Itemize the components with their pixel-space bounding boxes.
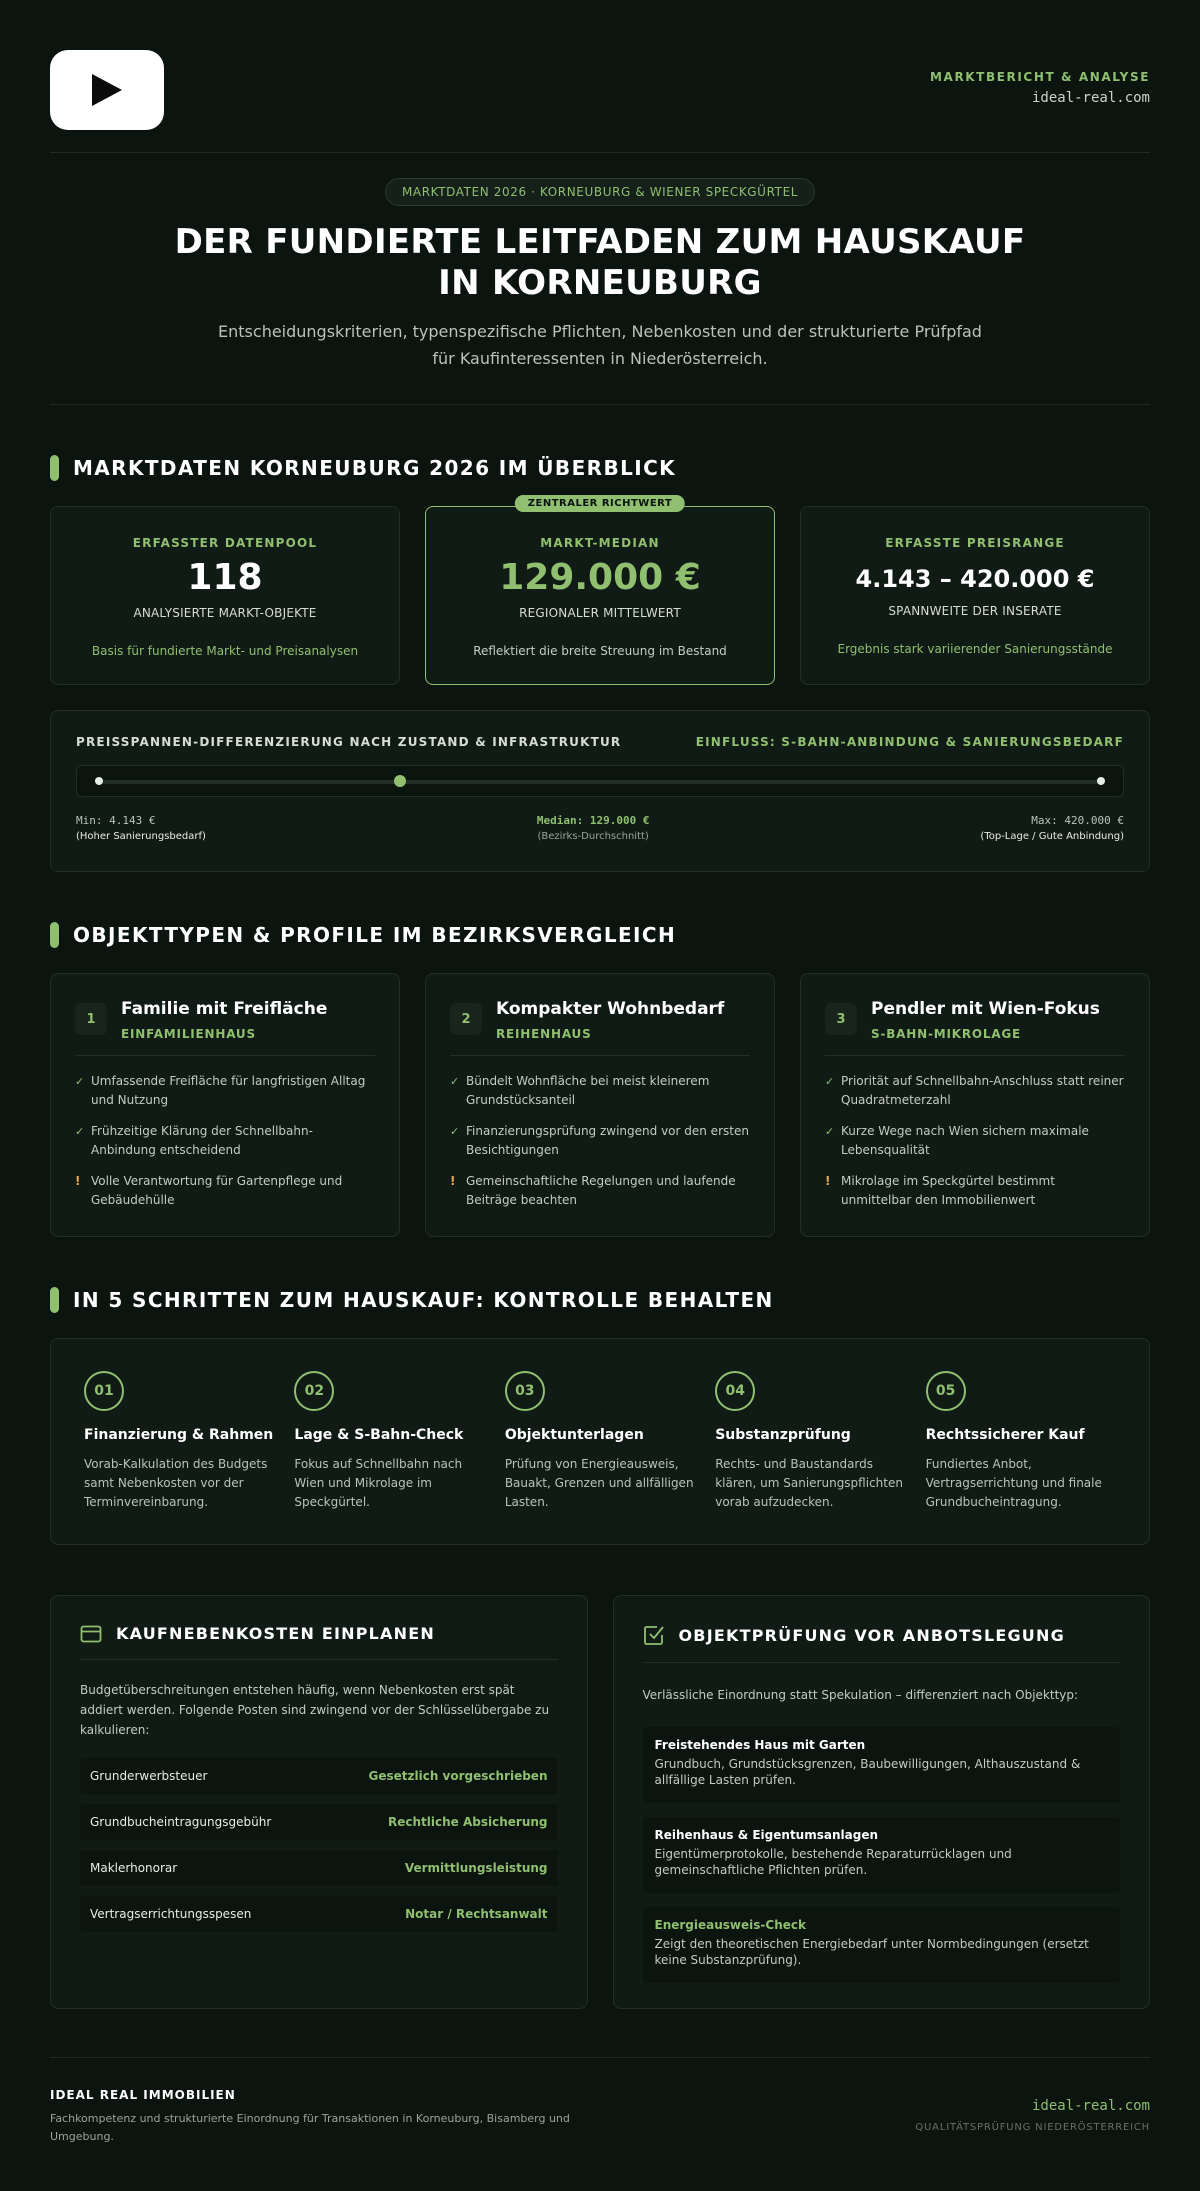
type-point-text: Umfassende Freifläche für langfristigen Alltag und Nutzung — [91, 1074, 366, 1107]
stat-card-median — [425, 498, 775, 685]
type-point-text: Priorität auf Schnellbahn-Anschluss statt reiner Quadratmeterzahl — [841, 1074, 1124, 1107]
cost-name: Grunderwerbsteuer — [90, 1769, 208, 1783]
warning-icon: ! — [75, 1174, 81, 1188]
page-title-line-1: DER FUNDIERTE LEITFADEN ZUM HAUSKAUF — [174, 222, 1026, 262]
cost-tag: Vermittlungsleistung — [404, 1861, 548, 1875]
check-list — [643, 1727, 1121, 1983]
header-site-link[interactable]: ideal-real.com — [1031, 90, 1150, 106]
range-min-note: (Hoher Sanierungsbedarf) — [76, 831, 206, 842]
range-title: PREISSPANNEN-DIFFERENZIERUNG NACH ZUSTAND & INFRASTRUKTUR — [76, 735, 622, 749]
checks-text: Verlässliche Einordnung statt Spekulation – differenziert nach Objekttyp: — [642, 1688, 1079, 1702]
type-point — [75, 1122, 375, 1160]
warning-icon: ! — [825, 1174, 831, 1188]
type-point-text: Finanzierungsprüfung zwingend vor den ersten Besichtigungen — [466, 1124, 749, 1157]
type-point — [825, 1122, 1125, 1160]
steps-section-title — [50, 1287, 1150, 1313]
step-item — [294, 1371, 484, 1544]
stat-sub: ANALYSIERTE MARKT-OBJEKTE — [133, 606, 317, 620]
type-point — [450, 1172, 750, 1210]
check-icon: ✓ — [75, 1075, 85, 1088]
footer — [50, 2057, 1150, 2146]
info-panels — [50, 1595, 1150, 2009]
market-title-text: MARKTDATEN KORNEUBURG 2026 IM ÜBERBLICK — [73, 456, 677, 480]
stat-sub: SPANNWEITE DER INSERATE — [888, 604, 1062, 618]
check-title: Freistehendes Haus mit Garten — [654, 1738, 866, 1752]
check-icon: ✓ — [450, 1075, 460, 1088]
step-text: Rechts- und Baustandards klären, um Sanierungspflichten vorab aufzudecken. — [715, 1457, 903, 1509]
cost-row — [80, 1758, 558, 1794]
step-text: Fundiertes Anbot, Vertragserrichtung und finale Grundbucheintragung. — [925, 1457, 1102, 1509]
step-item — [926, 1371, 1116, 1544]
step-text: Vorab-Kalkulation des Budgets samt Nebenkosten vor der Terminvereinbarung. — [84, 1457, 268, 1509]
step-title: Lage & S-Bahn-Check — [294, 1427, 464, 1443]
stat-note: Ergebnis stark variierender Sanierungsstände — [837, 642, 1113, 656]
checkbox-icon — [643, 1624, 665, 1646]
stat-value: 118 — [187, 557, 263, 598]
header — [50, 0, 1150, 153]
cost-tag: Notar / Rechtsanwalt — [405, 1907, 548, 1921]
section-accent-bar — [50, 922, 59, 948]
range-line — [99, 780, 1101, 784]
range-max-label: Max: 420.000 € — [1031, 814, 1124, 827]
cost-tag: Rechtliche Absicherung — [388, 1815, 548, 1829]
step-item — [715, 1371, 905, 1544]
type-number: 1 — [75, 1003, 107, 1035]
check-icon: ✓ — [825, 1125, 835, 1138]
check-item — [643, 1907, 1121, 1983]
check-title: Reihenhaus & Eigentumsanlagen — [654, 1828, 878, 1842]
type-card-header — [825, 999, 1125, 1056]
costs-title: KAUFNEBENKOSTEN EINPLANEN — [116, 1624, 435, 1643]
hero-subtitle — [50, 318, 1150, 372]
stat-label: ERFASSTER DATENPOOL — [132, 536, 318, 550]
stat-note: Basis für fundierte Markt- und Preisanalysen — [91, 644, 359, 658]
type-subtitle: REIHENHAUS — [496, 1027, 592, 1041]
type-point-text: Kurze Wege nach Wien sichern maximale Lebensqualität — [841, 1124, 1089, 1157]
stat-card-price-range — [800, 506, 1150, 685]
type-card — [50, 973, 400, 1237]
market-section-title — [50, 455, 1150, 481]
type-point-text: Volle Verantwortung für Gartenpflege und Gebäudehülle — [91, 1174, 343, 1207]
type-point — [825, 1072, 1125, 1110]
check-item — [643, 1817, 1121, 1893]
costs-panel — [50, 1595, 588, 2009]
footer-description: Fachkompetenz und strukturierte Einordnung für Transaktionen in Korneuburg, Bisamberg und Umgebung. — [50, 2112, 570, 2143]
types-section — [50, 922, 1150, 1237]
step-text: Fokus auf Schnellbahn nach Wien und Mikrolage im Speckgürtel. — [294, 1457, 463, 1509]
step-number: 05 — [926, 1371, 966, 1411]
type-title: Kompakter Wohnbedarf — [496, 999, 725, 1019]
type-point-text: Mikrolage im Speckgürtel bestimmt unmittelbar den Immobilienwert — [841, 1174, 1055, 1207]
check-icon: ✓ — [450, 1125, 460, 1138]
type-point — [450, 1122, 750, 1160]
type-point-text: Bündelt Wohnfläche bei meist kleinerem Grundstücksanteil — [466, 1074, 710, 1107]
step-item — [505, 1371, 695, 1544]
check-title: Energieausweis-Check — [654, 1918, 806, 1932]
steps-title-text: IN 5 SCHRITTEN ZUM HAUSKAUF: KONTROLLE BEHALTEN — [73, 1288, 774, 1312]
type-number: 2 — [450, 1003, 482, 1035]
stat-note: Reflektiert die breite Streuung im Bestand — [473, 644, 727, 658]
type-number: 3 — [825, 1003, 857, 1035]
stat-label: MARKT-MEDIAN — [540, 536, 660, 550]
types-row — [50, 973, 1150, 1237]
page-title-line-2: IN KORNEUBURG — [438, 263, 762, 303]
warning-icon: ! — [450, 1174, 456, 1188]
step-number: 02 — [294, 1371, 334, 1411]
range-max-note: (Top-Lage / Gute Anbindung) — [980, 831, 1124, 842]
steps-section — [50, 1287, 1150, 1545]
range-median-marker — [394, 775, 406, 787]
cost-name: Grundbucheintragungsgebühr — [90, 1815, 272, 1829]
check-text: Grundbuch, Grundstücksgrenzen, Baubewilligungen, Althauszustand & allfällige Lasten prüfen. — [654, 1757, 1081, 1787]
price-range-card — [50, 710, 1150, 872]
hero-subtitle-line-2: für Kaufinteressenten in Niederösterreich. — [432, 349, 768, 368]
step-text: Prüfung von Energieausweis, Bauakt, Grenzen und allfälligen Lasten. — [504, 1457, 694, 1509]
footer-site-link[interactable]: ideal-real.com — [1031, 2098, 1150, 2114]
stat-card-datapool — [50, 506, 400, 685]
stat-badge: ZENTRALER RICHTWERT — [515, 495, 685, 512]
cost-list — [80, 1758, 558, 1932]
type-card — [425, 973, 775, 1237]
step-number: 01 — [84, 1371, 124, 1411]
range-min-marker — [95, 777, 103, 785]
wallet-icon — [80, 1625, 102, 1643]
type-subtitle: S-BAHN-MIKROLAGE — [871, 1027, 1022, 1041]
check-icon: ✓ — [75, 1125, 85, 1138]
footer-brand: IDEAL REAL IMMOBILIEN — [50, 2088, 236, 2102]
cost-name: Vertragserrichtungsspesen — [90, 1907, 252, 1921]
step-number: 03 — [505, 1371, 545, 1411]
market-section — [50, 455, 1150, 872]
hero — [50, 153, 1150, 405]
section-accent-bar — [50, 1287, 59, 1313]
cost-tag: Gesetzlich vorgeschrieben — [368, 1769, 548, 1783]
type-point-text: Frühzeitige Klärung der Schnellbahn-Anbindung entscheidend — [91, 1124, 313, 1157]
types-title-text: OBJEKTTYPEN & PROFILE IM BEZIRKSVERGLEICH — [73, 923, 677, 947]
step-title: Finanzierung & Rahmen — [84, 1427, 274, 1443]
type-card-header — [75, 999, 375, 1056]
type-point-text: Gemeinschaftliche Regelungen und laufende Beiträge beachten — [466, 1174, 736, 1207]
type-point — [825, 1172, 1125, 1210]
header-kicker: MARKTBERICHT & ANALYSE — [930, 70, 1150, 84]
cost-row — [80, 1850, 558, 1886]
section-accent-bar — [50, 455, 59, 481]
range-median-note: (Bezirks-Durchschnitt) — [537, 831, 649, 842]
stat-value: 4.143 – 420.000 € — [855, 565, 1095, 593]
type-title: Pendler mit Wien-Fokus — [871, 999, 1100, 1019]
check-item — [643, 1727, 1121, 1803]
range-influence: EINFLUSS: S-BAHN-ANBINDUNG & SANIERUNGSBEDARF — [695, 735, 1124, 749]
step-item — [84, 1371, 274, 1544]
check-icon: ✓ — [825, 1075, 835, 1088]
range-min-label: Min: 4.143 € — [76, 814, 156, 827]
type-point — [75, 1072, 375, 1110]
types-section-title — [50, 922, 1150, 948]
cost-row — [80, 1896, 558, 1932]
step-title: Rechtssicherer Kauf — [925, 1427, 1085, 1443]
check-text: Zeigt den theoretischen Energiebedarf unter Normbedingungen (ersetzt keine Substanzprüfung). — [654, 1937, 1089, 1967]
price-range-track — [76, 765, 1124, 797]
type-title: Familie mit Freifläche — [121, 999, 328, 1019]
type-card-header — [450, 999, 750, 1056]
step-title: Substanzprüfung — [715, 1427, 851, 1443]
stat-label: ERFASSTE PREISRANGE — [885, 536, 1065, 550]
type-point — [75, 1172, 375, 1210]
cost-name: Maklerhonorar — [90, 1861, 178, 1875]
step-title: Objektunterlagen — [504, 1427, 644, 1443]
market-stats — [50, 498, 1150, 685]
type-point — [450, 1072, 750, 1110]
stat-value: 129.000 € — [499, 557, 701, 598]
hero-pill: MARKTDATEN 2026 · KORNEUBURG & WIENER SPECKGÜRTEL — [385, 178, 815, 206]
step-number: 04 — [715, 1371, 755, 1411]
footer-quality-note: QUALITÄTSPRÜFUNG NIEDERÖSTERREICH — [915, 2122, 1150, 2133]
check-text: Eigentümerprotokolle, bestehende Reparaturrücklagen und gemeinschaftliche Pflichten prüfen. — [654, 1847, 1012, 1877]
range-median-label: Median: 129.000 € — [536, 814, 650, 827]
stat-sub: REGIONALER MITTELWERT — [519, 606, 681, 620]
play-icon — [90, 72, 124, 108]
logo[interactable] — [50, 50, 164, 130]
range-max-marker — [1097, 777, 1105, 785]
type-card — [800, 973, 1150, 1237]
hero-subtitle-line-1: Entscheidungskriterien, typenspezifische Pflichten, Nebenkosten und der strukturierte Prüfpfad — [218, 322, 982, 341]
cost-row — [80, 1804, 558, 1840]
steps-card — [50, 1338, 1150, 1545]
page-title — [50, 222, 1150, 304]
checks-panel — [613, 1595, 1151, 2009]
costs-text: Budgetüberschreitungen entstehen häufig, wenn Nebenkosten erst spät addiert werden. Folgende Posten sind zwingend vor der Schlüsselübergabe zu kalkulieren: — [80, 1683, 550, 1737]
type-subtitle: EINFAMILIENHAUS — [121, 1027, 256, 1041]
checks-title: OBJEKTPRÜFUNG VOR ANBOTSLEGUNG — [678, 1625, 1065, 1645]
